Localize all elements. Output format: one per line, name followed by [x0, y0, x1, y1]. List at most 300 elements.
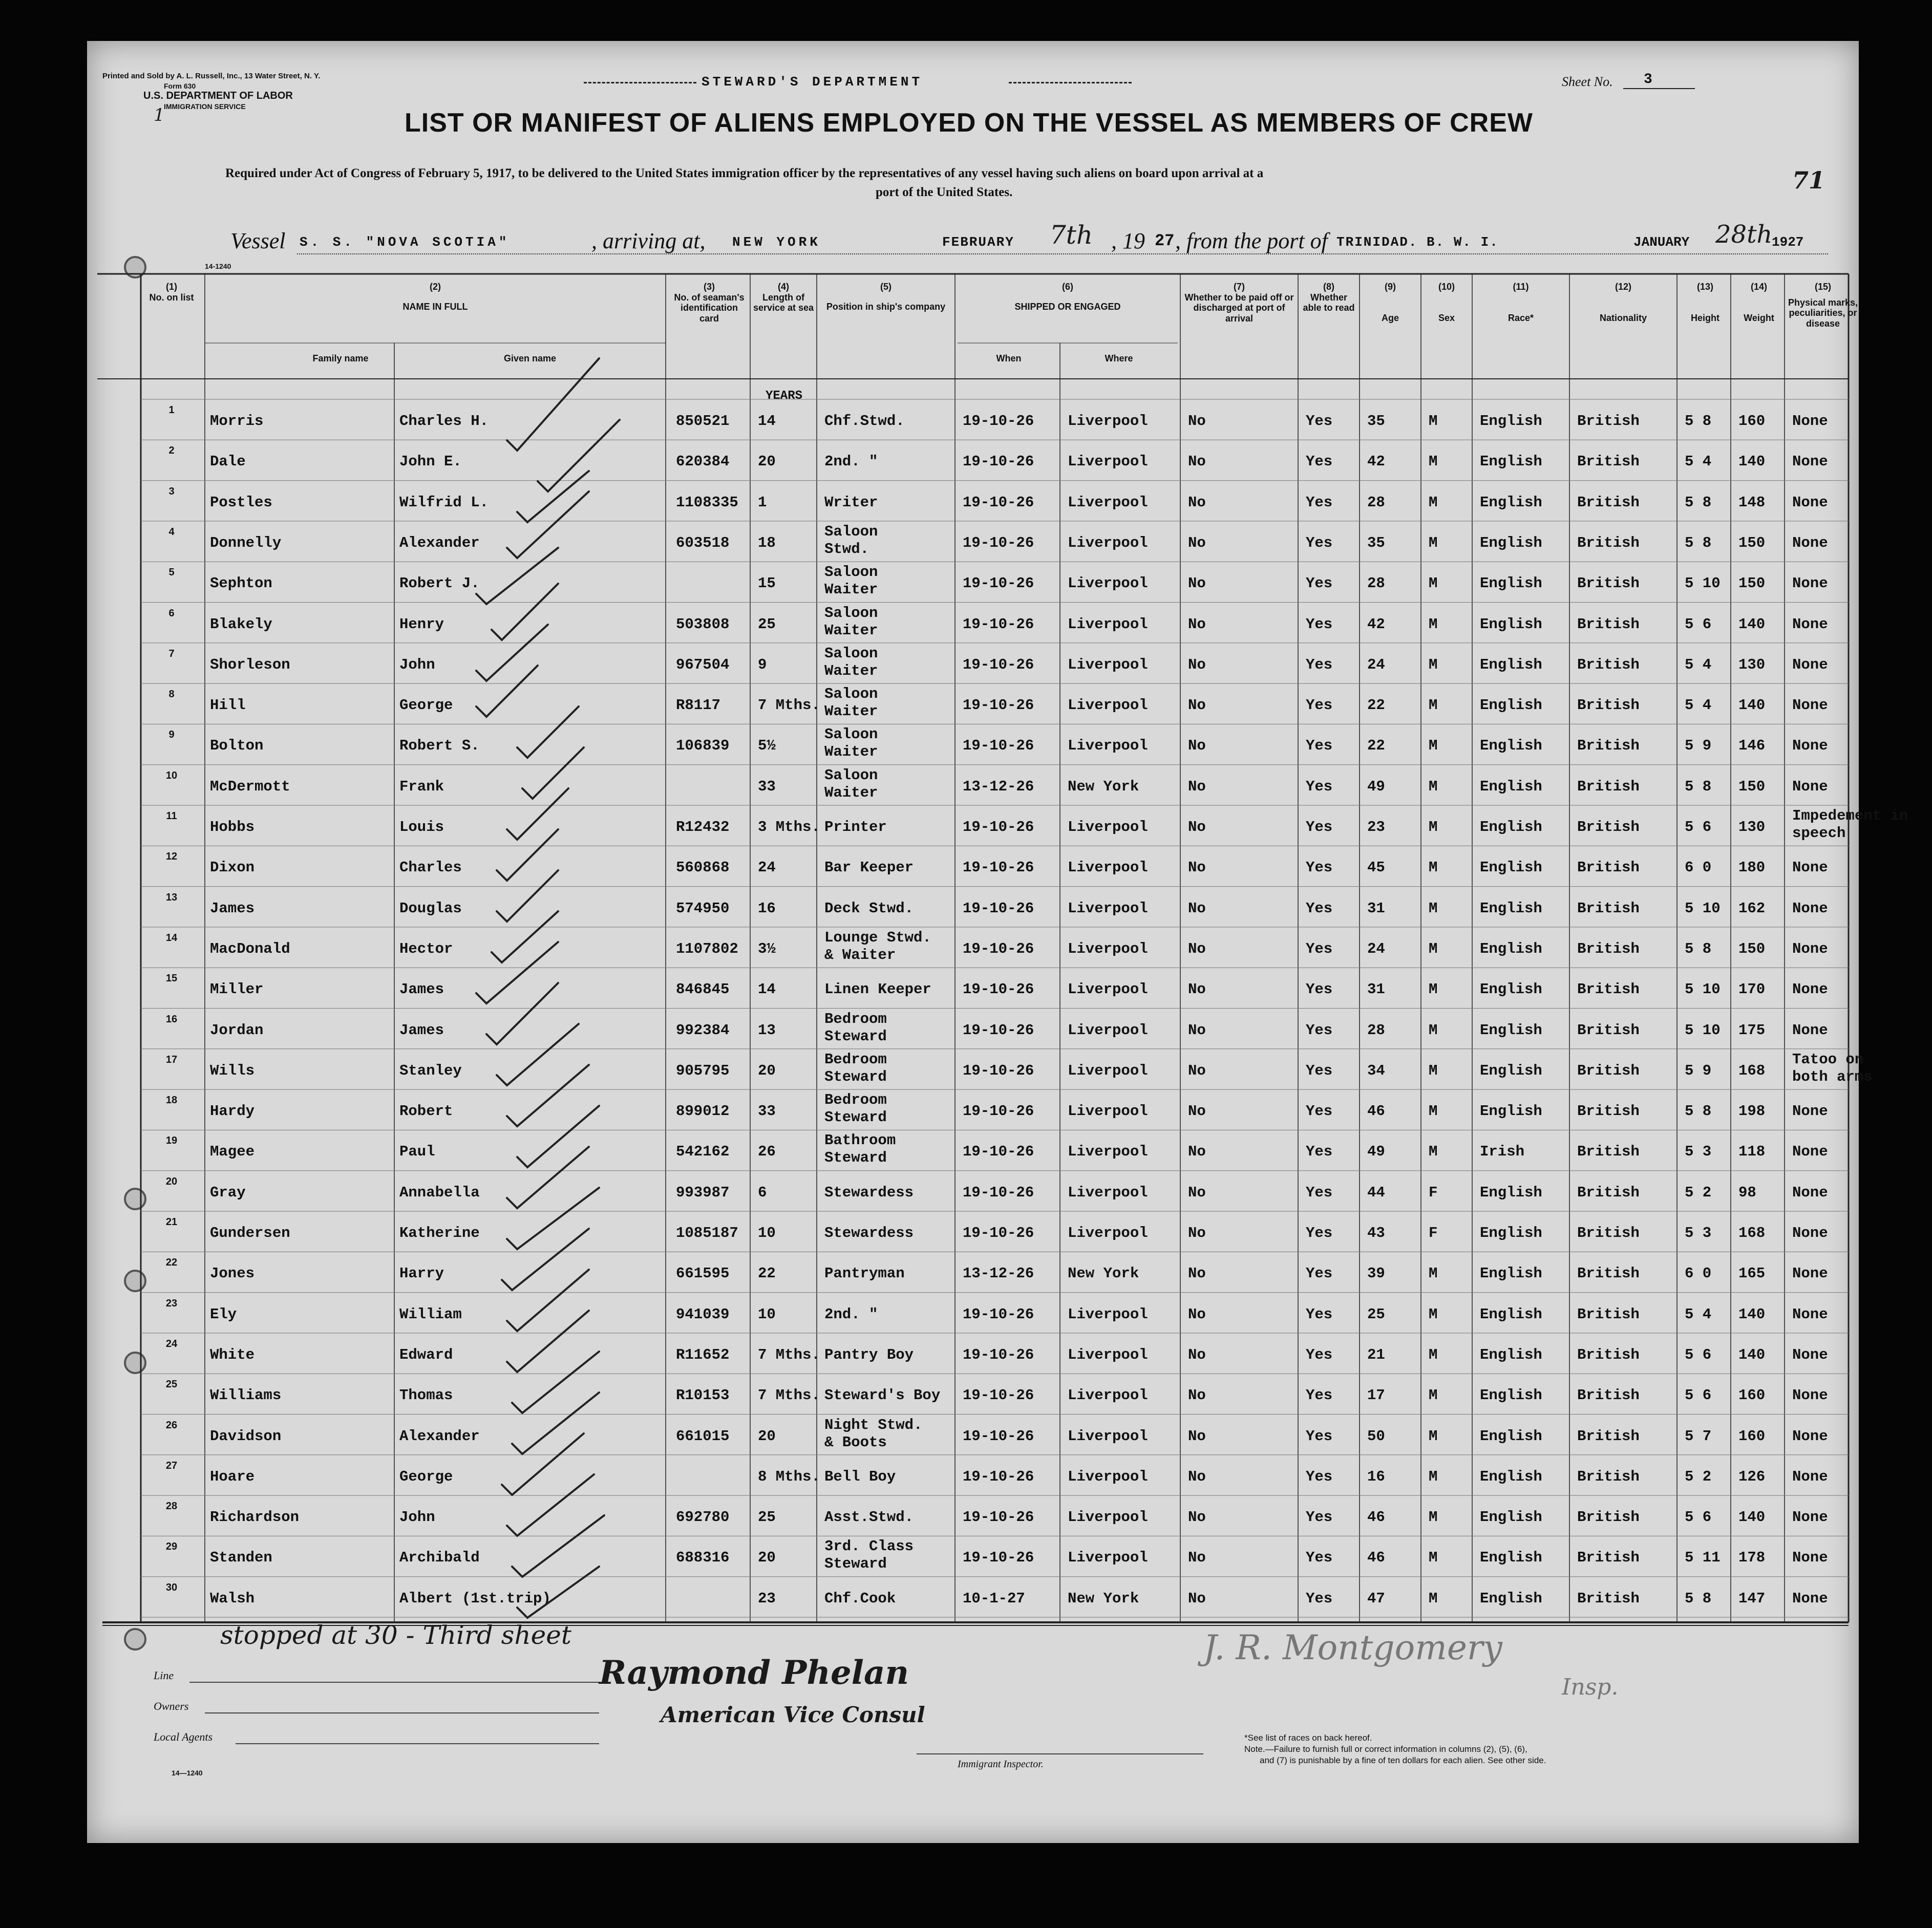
arrival-port: NEW YORK — [732, 234, 821, 250]
family-name: Williams — [210, 1387, 282, 1404]
sex: M — [1429, 1468, 1438, 1485]
given-name: John — [399, 1509, 435, 1526]
service-label: IMMIGRATION SERVICE — [164, 102, 246, 111]
arrival-day: 7th — [1050, 220, 1093, 250]
position: Deck Stwd. — [824, 899, 914, 917]
weight: 140 — [1738, 615, 1766, 633]
shipped-where: Liverpool — [1068, 453, 1148, 470]
race: English — [1480, 656, 1542, 673]
height: 5 9 — [1685, 1062, 1712, 1079]
height: 5 6 — [1685, 1346, 1712, 1363]
family-name: Jones — [210, 1265, 255, 1282]
age: 46 — [1367, 1549, 1385, 1567]
seaman-card-number: 560868 — [676, 859, 730, 876]
family-name: Dixon — [210, 859, 255, 876]
race: English — [1480, 981, 1542, 998]
family-name: Blakely — [210, 615, 272, 633]
position-line-2: & Boots — [824, 1433, 887, 1451]
shipped-where: Liverpool — [1068, 656, 1148, 673]
service-length: 6 — [758, 1184, 767, 1201]
nationality: British — [1577, 1021, 1640, 1039]
given-name: Wilfrid L. — [399, 494, 489, 511]
age: 42 — [1367, 453, 1385, 470]
row-number: 6 — [168, 607, 175, 619]
seaman-card-number: 941039 — [676, 1305, 730, 1323]
seaman-card-number: 603518 — [676, 534, 730, 551]
shipped-where: Liverpool — [1068, 737, 1148, 755]
position: Chf.Stwd. — [824, 413, 905, 430]
age: 28 — [1367, 575, 1385, 592]
shipped-where: Liverpool — [1068, 899, 1148, 917]
nationality: British — [1577, 778, 1640, 795]
able-to-read: Yes — [1306, 1549, 1333, 1567]
row-number: 29 — [165, 1541, 178, 1553]
race: English — [1480, 453, 1542, 470]
height: 5 3 — [1685, 1225, 1712, 1241]
owners-label: Owners — [154, 1700, 189, 1712]
height: 5 7 — [1685, 1427, 1712, 1445]
paid-off: No — [1188, 1427, 1206, 1445]
row-number: 2 — [168, 445, 175, 457]
service-length: 1 — [758, 494, 767, 511]
age: 31 — [1367, 899, 1385, 917]
sex: M — [1429, 413, 1438, 430]
weight: 160 — [1738, 1387, 1766, 1404]
form-ref: 14-1240 — [205, 262, 231, 270]
service-length: 18 — [758, 534, 776, 551]
paid-off: No — [1188, 1549, 1206, 1567]
physical-marks: None — [1792, 413, 1828, 430]
nationality: British — [1577, 981, 1640, 998]
nationality: British — [1577, 1387, 1640, 1404]
physical-marks: None — [1792, 981, 1828, 998]
position-line-1: 3rd. Class — [824, 1538, 914, 1555]
seaman-card-number: 574950 — [676, 899, 730, 917]
shipped-when: 19-10-26 — [963, 494, 1034, 511]
shipped-when: 19-10-26 — [963, 1184, 1034, 1201]
seaman-card-number: 692780 — [676, 1509, 730, 1526]
shipped-where: Liverpool — [1068, 575, 1148, 592]
requirement-line-1: Required under Act of Congress of February 5, 1917, to be delivered to the United States immigration officer by the representatives of any vessel having such aliens on board upon arrival at a — [225, 166, 1264, 180]
seaman-card-number: 992384 — [676, 1021, 730, 1039]
paid-off: No — [1188, 1021, 1206, 1039]
given-name: John — [399, 656, 435, 673]
seaman-card-number: 1085187 — [676, 1225, 738, 1241]
row-number: 23 — [165, 1297, 178, 1309]
shipped-where: Liverpool — [1068, 1346, 1148, 1363]
col-10-header: (10) Sex — [1438, 282, 1455, 323]
row-number: 10 — [165, 769, 178, 781]
sex: M — [1429, 778, 1438, 795]
race: English — [1480, 697, 1542, 714]
position-line-1: Night Stwd. — [824, 1416, 923, 1433]
sex: M — [1429, 1387, 1438, 1404]
family-name: White — [210, 1346, 255, 1363]
given-name: Frank — [399, 778, 444, 795]
shipped-where: Liverpool — [1068, 859, 1148, 876]
position: Pantryman — [824, 1265, 905, 1282]
position-line-1: Saloon — [824, 766, 878, 784]
weight: 178 — [1738, 1549, 1766, 1567]
nationality: British — [1577, 656, 1640, 673]
age: 28 — [1367, 494, 1385, 511]
race: English — [1480, 1225, 1542, 1241]
sex: M — [1429, 575, 1438, 592]
weight: 175 — [1738, 1021, 1766, 1039]
service-length: 10 — [758, 1225, 776, 1241]
shipped-when: 19-10-26 — [963, 453, 1034, 470]
arrival-month: FEBRUARY — [942, 234, 1014, 250]
physical-marks: None — [1792, 1143, 1828, 1161]
stopped-note: stopped at 30 - Third sheet — [220, 1620, 571, 1650]
given-name: Alexander — [399, 1427, 480, 1445]
able-to-read: Yes — [1306, 737, 1333, 755]
position-line-2: Waiter — [824, 703, 878, 720]
family-name: Hoare — [210, 1468, 255, 1485]
shipped-where: Liverpool — [1068, 1509, 1148, 1526]
given-name: Edward — [399, 1346, 453, 1363]
seaman-card-number: 1107802 — [676, 940, 738, 957]
nationality: British — [1577, 737, 1640, 755]
family-name: Shorleson — [210, 656, 290, 673]
sex: M — [1429, 1265, 1438, 1282]
paid-off: No — [1188, 494, 1206, 511]
family-name: Hobbs — [210, 819, 255, 836]
position-line-2: Waiter — [824, 622, 878, 639]
height: 5 8 — [1685, 940, 1712, 957]
position: Bar Keeper — [824, 859, 914, 876]
family-name: Gray — [210, 1184, 246, 1201]
seaman-card-number: 993987 — [676, 1184, 730, 1201]
position: 2nd. " — [824, 1305, 878, 1323]
weight: 126 — [1738, 1468, 1766, 1485]
physical-marks: None — [1792, 859, 1828, 876]
position: Stewardess — [824, 1184, 914, 1201]
penalty-note-1: Note.—Failure to furnish full or correct information in columns (2), (5), (6), — [1244, 1744, 1527, 1754]
service-length: 20 — [758, 1062, 776, 1079]
able-to-read: Yes — [1306, 1590, 1333, 1607]
weight: 170 — [1738, 981, 1766, 998]
row-number: 13 — [165, 891, 178, 903]
race: English — [1480, 1265, 1542, 1282]
page-number: 71 — [1792, 166, 1825, 194]
col-8-header: (8) Whether able to read — [1303, 282, 1355, 313]
weight: 118 — [1738, 1143, 1766, 1161]
vessel-name: S. S. "NOVA SCOTIA" — [300, 234, 510, 250]
sex: M — [1429, 1346, 1438, 1363]
family-name: Hill — [210, 697, 246, 714]
family-name: Davidson — [210, 1427, 282, 1445]
position-line-2: Steward — [824, 1068, 887, 1085]
shipped-where: Liverpool — [1068, 1305, 1148, 1323]
weight: 150 — [1738, 534, 1766, 551]
shipped-where: Liverpool — [1068, 1184, 1148, 1201]
local-agents-label: Local Agents — [154, 1730, 213, 1743]
service-length: 7 Mths. — [758, 1346, 820, 1363]
handwritten-mark: 1 — [154, 105, 165, 125]
shipped-when: 19-10-26 — [963, 1143, 1034, 1161]
physical-marks: None — [1792, 940, 1828, 957]
sex: M — [1429, 453, 1438, 470]
weight: 147 — [1738, 1590, 1766, 1607]
shipped-when: 19-10-26 — [963, 981, 1034, 998]
service-length: 5½ — [758, 737, 776, 755]
row-number: 21 — [165, 1216, 178, 1228]
race: English — [1480, 899, 1542, 917]
departure-day: 28th — [1715, 220, 1773, 249]
from-port-label: , from the port of — [1175, 228, 1328, 253]
height: 6 0 — [1685, 859, 1712, 876]
seaman-card-number: R11652 — [676, 1346, 730, 1363]
nationality: British — [1577, 1509, 1640, 1526]
able-to-read: Yes — [1306, 940, 1333, 957]
paid-off: No — [1188, 1143, 1206, 1161]
able-to-read: Yes — [1306, 1468, 1333, 1485]
sex: M — [1429, 1509, 1438, 1526]
race: English — [1480, 1021, 1542, 1039]
shipped-where: Liverpool — [1068, 940, 1148, 957]
position-line-1: Saloon — [824, 726, 878, 743]
weight: 140 — [1738, 453, 1766, 470]
vessel-label: Vessel — [230, 228, 286, 253]
service-length: 33 — [758, 778, 776, 795]
paid-off: No — [1188, 534, 1206, 551]
manifest-sheet — [87, 41, 1908, 1843]
shipped-when: 19-10-26 — [963, 899, 1034, 917]
row-number: 5 — [168, 567, 175, 579]
age: 17 — [1367, 1387, 1385, 1404]
age: 50 — [1367, 1427, 1385, 1445]
consul-title: American Vice Consul — [661, 1702, 925, 1727]
age: 46 — [1367, 1509, 1385, 1526]
shipped-when: 13-12-26 — [963, 1265, 1034, 1282]
shipped-when: 19-10-26 — [963, 575, 1034, 592]
height: 5 10 — [1685, 575, 1721, 592]
paid-off: No — [1188, 1346, 1206, 1363]
physical-marks: None — [1792, 615, 1828, 633]
race: English — [1480, 1103, 1542, 1120]
seaman-card-number: 967504 — [676, 656, 730, 673]
race: English — [1480, 1184, 1542, 1201]
weight: 130 — [1738, 819, 1766, 836]
form-ref-bottom: 14—1240 — [172, 1769, 203, 1777]
weight: 130 — [1738, 656, 1766, 673]
service-length: 7 Mths. — [758, 697, 820, 714]
age: 16 — [1367, 1468, 1385, 1485]
service-length: 23 — [758, 1590, 776, 1607]
height: 5 4 — [1685, 453, 1712, 470]
paid-off: No — [1188, 615, 1206, 633]
col-3-header: (3) No. of seaman's identification card — [674, 282, 745, 324]
shipped-when: 19-10-26 — [963, 656, 1034, 673]
sex: M — [1429, 656, 1438, 673]
row-number: 18 — [165, 1095, 178, 1106]
form-number: Form 630 — [164, 82, 196, 90]
shipped-where: Liverpool — [1068, 1143, 1148, 1161]
physical-marks: None — [1792, 1103, 1828, 1120]
race: English — [1480, 534, 1542, 551]
height: 5 11 — [1685, 1549, 1721, 1567]
position: Pantry Boy — [824, 1346, 914, 1363]
weight: 180 — [1738, 859, 1766, 876]
race: English — [1480, 1387, 1542, 1404]
shipped-where: Liverpool — [1068, 1225, 1148, 1241]
sex: M — [1429, 1590, 1438, 1607]
row-number: 4 — [168, 526, 175, 538]
sex: M — [1429, 1103, 1438, 1120]
shipped-where: New York — [1068, 778, 1139, 795]
col-13-header: (13) Height — [1691, 282, 1719, 323]
nationality: British — [1577, 1346, 1640, 1363]
departure-month: JANUARY — [1633, 234, 1690, 250]
family-name: Miller — [210, 981, 264, 998]
given-name: Douglas — [399, 899, 462, 917]
shipped-where: Liverpool — [1068, 1549, 1148, 1567]
able-to-read: Yes — [1306, 1184, 1333, 1201]
weight: 140 — [1738, 1509, 1766, 1526]
position-line-1: Saloon — [824, 685, 878, 703]
row-number: 8 — [168, 689, 175, 700]
consul-signature: Raymond Phelan — [599, 1654, 909, 1692]
nationality: British — [1577, 1305, 1640, 1323]
physical-marks: None — [1792, 778, 1828, 795]
sex: M — [1429, 819, 1438, 836]
penalty-note-2: and (7) is punishable by a fine of ten dollars for each alien. See other side. — [1260, 1755, 1546, 1765]
service-length: 25 — [758, 615, 776, 633]
physical-marks: None — [1792, 1184, 1828, 1201]
paid-off: No — [1188, 859, 1206, 876]
paid-off: No — [1188, 1387, 1206, 1404]
age: 46 — [1367, 1103, 1385, 1120]
seaman-card-number: 850521 — [676, 413, 730, 430]
paid-off: No — [1188, 656, 1206, 673]
service-length: 20 — [758, 1427, 776, 1445]
seaman-card-number: 542162 — [676, 1143, 730, 1161]
nationality: British — [1577, 534, 1640, 551]
family-name: Bolton — [210, 737, 264, 755]
family-name: Sephton — [210, 575, 272, 592]
able-to-read: Yes — [1306, 1387, 1333, 1404]
able-to-read: Yes — [1306, 1143, 1333, 1161]
sex: M — [1429, 1427, 1438, 1445]
row-number: 19 — [165, 1135, 178, 1147]
height: 5 10 — [1685, 899, 1721, 917]
row-number: 26 — [165, 1419, 178, 1431]
height: 5 8 — [1685, 1590, 1712, 1607]
race: English — [1480, 413, 1542, 430]
paid-off: No — [1188, 981, 1206, 998]
shipped-when: 19-10-26 — [963, 1103, 1034, 1120]
age: 24 — [1367, 940, 1385, 957]
col-6-header: (6) SHIPPED OR ENGAGED — [1014, 282, 1121, 312]
position-line-1: Bedroom — [824, 1051, 887, 1068]
paid-off: No — [1188, 1184, 1206, 1201]
given-name: Charles — [399, 859, 462, 876]
nationality: British — [1577, 1468, 1640, 1485]
col-2b-header: Given name — [503, 353, 557, 363]
shipped-where: Liverpool — [1068, 1062, 1148, 1079]
sex: M — [1429, 1062, 1438, 1079]
service-length: 20 — [758, 1549, 776, 1567]
weight: 198 — [1738, 1103, 1766, 1120]
check-mark — [507, 358, 599, 451]
physical-marks: None — [1792, 697, 1828, 714]
line-label: Line — [154, 1669, 174, 1682]
able-to-read: Yes — [1306, 1062, 1333, 1079]
physical-marks: None — [1792, 1305, 1828, 1323]
able-to-read: Yes — [1306, 778, 1333, 795]
shipped-when: 13-12-26 — [963, 778, 1034, 795]
position-line-2: Stwd. — [824, 540, 869, 558]
age: 34 — [1367, 1062, 1385, 1079]
age: 43 — [1367, 1225, 1385, 1241]
weight: 162 — [1738, 899, 1766, 917]
row-number: 22 — [165, 1257, 178, 1269]
seaman-card-number: 688316 — [676, 1549, 730, 1567]
given-name: Charles H. — [399, 413, 489, 430]
age: 31 — [1367, 981, 1385, 998]
family-name: Hardy — [210, 1103, 255, 1120]
service-length: 25 — [758, 1509, 776, 1526]
position: Bell Boy — [824, 1468, 896, 1485]
position-line-1: Saloon — [824, 523, 878, 540]
position-line-2: Steward — [824, 1109, 887, 1126]
physical-marks: None — [1792, 899, 1828, 917]
race: English — [1480, 1305, 1542, 1323]
immigrant-inspector-label: Immigrant Inspector. — [958, 1759, 1044, 1770]
service-length: 10 — [758, 1305, 776, 1323]
able-to-read: Yes — [1306, 534, 1333, 551]
age: 44 — [1367, 1184, 1385, 1201]
age: 21 — [1367, 1346, 1385, 1363]
physical-marks: None — [1792, 1427, 1828, 1445]
height: 6 0 — [1685, 1265, 1712, 1282]
row-number: 12 — [165, 851, 178, 863]
position: Chf.Cook — [824, 1590, 896, 1607]
row-number: 14 — [165, 932, 178, 944]
height: 5 4 — [1685, 1305, 1712, 1323]
paid-off: No — [1188, 1509, 1206, 1526]
weight: 168 — [1738, 1062, 1766, 1079]
able-to-read: Yes — [1306, 1427, 1333, 1445]
col-6b-header: Where — [1105, 353, 1133, 363]
age: 22 — [1367, 737, 1385, 755]
weight: 140 — [1738, 697, 1766, 714]
line-underline — [189, 1682, 599, 1683]
row-number: 17 — [165, 1054, 178, 1065]
sex: M — [1429, 1549, 1438, 1567]
shipped-where: Liverpool — [1068, 1427, 1148, 1445]
physical-marks: None — [1792, 494, 1828, 511]
paid-off: No — [1188, 1103, 1206, 1120]
physical-marks: None — [1792, 1590, 1828, 1607]
row-number: 3 — [168, 485, 175, 497]
physical-marks: None — [1792, 656, 1828, 673]
shipped-where: Liverpool — [1068, 1468, 1148, 1485]
able-to-read: Yes — [1306, 1346, 1333, 1363]
sex: M — [1429, 1143, 1438, 1161]
row-number: 15 — [165, 973, 178, 984]
seaman-card-number: 503808 — [676, 615, 730, 633]
seaman-card-number: 620384 — [676, 453, 730, 470]
row-number: 1 — [168, 404, 175, 416]
able-to-read: Yes — [1306, 981, 1333, 998]
physical-marks-line-2: speech — [1792, 825, 1846, 842]
from-port: TRINIDAD. B. W. I. — [1336, 234, 1499, 250]
seaman-card-number: 106839 — [676, 737, 730, 755]
physical-marks: None — [1792, 575, 1828, 592]
nationality: British — [1577, 859, 1640, 876]
